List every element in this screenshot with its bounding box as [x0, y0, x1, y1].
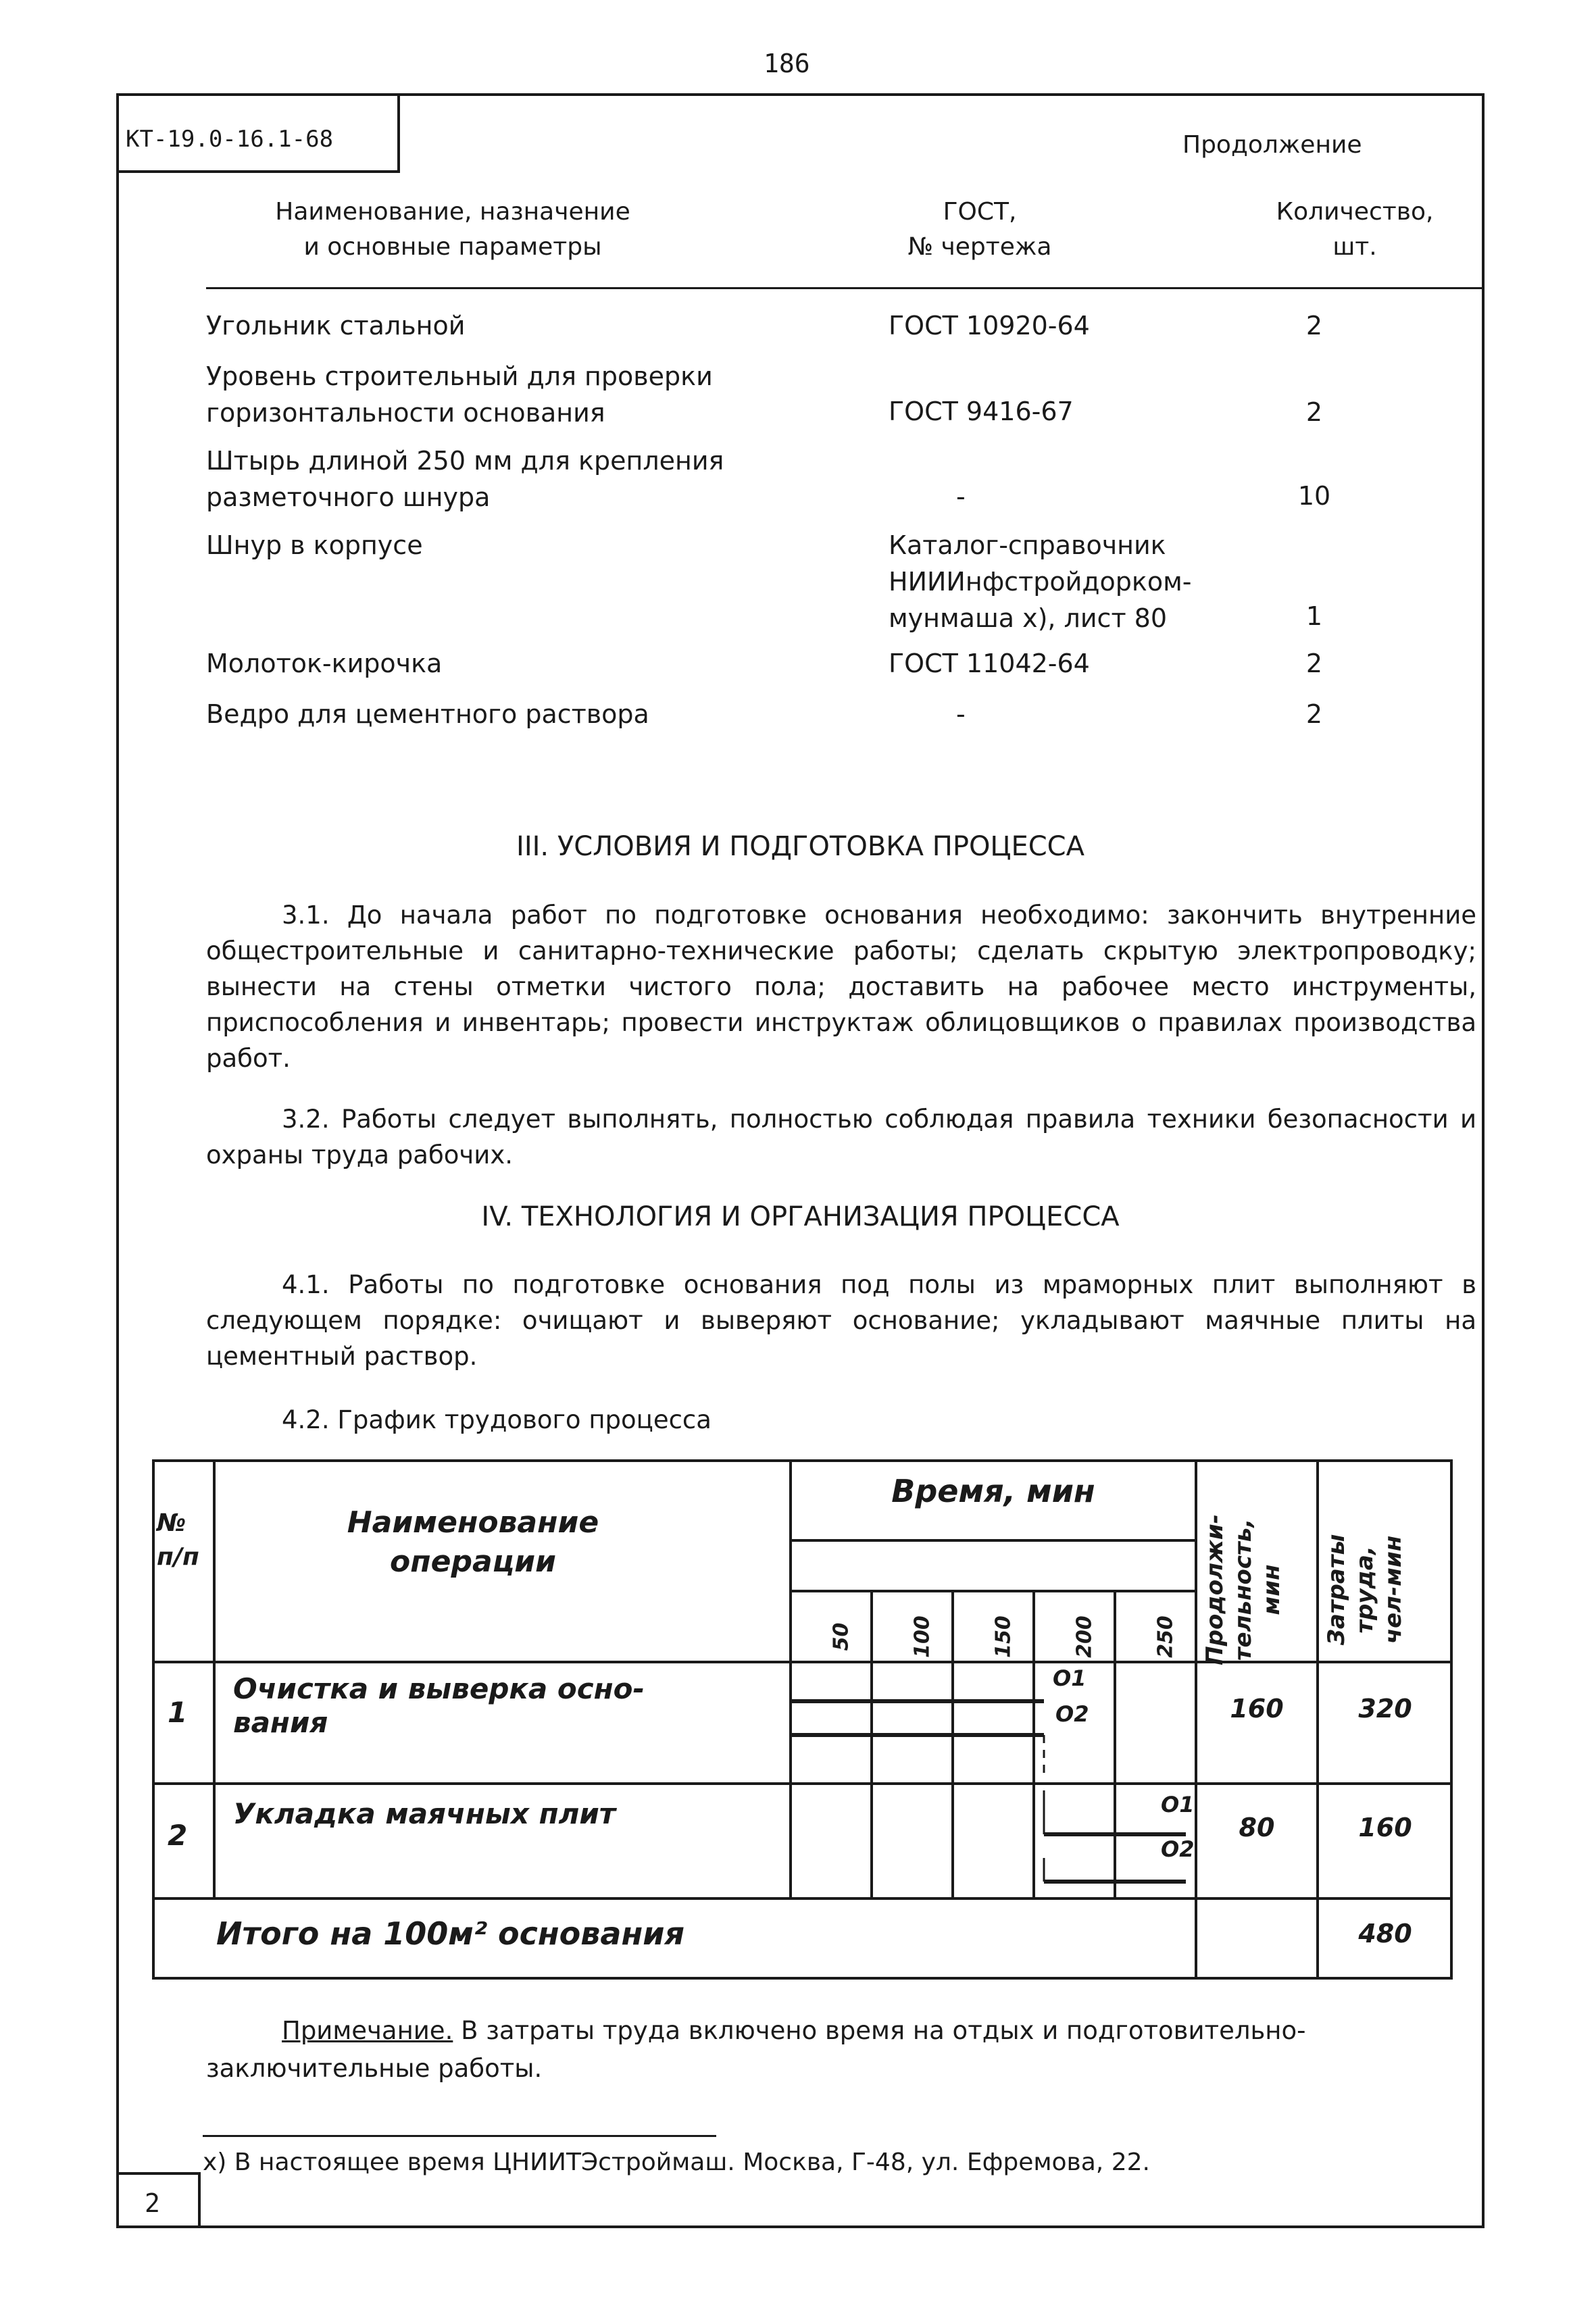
schedule-row-name: Очистка и выверка осно- вания	[233, 1672, 645, 1739]
time-tick: 50	[829, 1622, 853, 1651]
header-gost-column: ГОСТ, № чертежа	[907, 198, 1052, 261]
document-code: КТ-19.0-16.1-68	[116, 93, 400, 173]
schedule-row-labor: 160	[1358, 1813, 1412, 1842]
item-gost: ГОСТ 10920-64	[889, 311, 1090, 341]
item-qty: 2	[1305, 699, 1323, 729]
note	[206, 2012, 1476, 2088]
item-name: Уровень строительный для проверки горизонтальности основания	[206, 361, 713, 428]
item-gost: Каталог-справочник НИИИнфстройдорком- мунмаша x), лист 80	[889, 530, 1192, 633]
time-tick: 100	[910, 1615, 934, 1658]
page-number: 186	[764, 49, 810, 78]
schedule-row-duration: 80	[1239, 1813, 1275, 1842]
paragraph-3-1: 3.1. До начала работ по подготовке основания необходимо: закончить внутренние общестроительные и санитарно-технические работы; сделать скрытую электропроводку; вынести на стены отметки чистого пола; доставить на рабочее место инструменты, приспособления и инвентарь; провести инструктаж облицовщиков о правилах производства работ.	[206, 901, 1476, 1073]
section-4-title: IV. ТЕХНОЛОГИЯ И ОРГАНИЗАЦИЯ ПРОЦЕССА	[481, 1201, 1120, 1232]
bar-label: О1	[1161, 1792, 1195, 1817]
header-qty-column: Количество, шт.	[1276, 198, 1434, 261]
schedule-row-number: 2	[168, 1819, 188, 1852]
time-tick: 200	[1072, 1615, 1097, 1658]
item-gost: -	[956, 699, 966, 729]
section-3-title: III. УСЛОВИЯ И ПОДГОТОВКА ПРОЦЕССА	[516, 831, 1084, 862]
note-label: Примечание.	[282, 2016, 453, 2045]
item-qty: 2	[1305, 311, 1323, 341]
schedule-col-time: Время, мин	[891, 1473, 1095, 1509]
item-qty: 2	[1305, 649, 1323, 678]
footnote-rule	[203, 2135, 716, 2137]
bar-label: О2	[1055, 1701, 1089, 1727]
time-tick: 150	[991, 1615, 1016, 1658]
item-qty: 2	[1305, 397, 1323, 427]
schedule-col-name: Наименование операции	[347, 1505, 599, 1579]
corner-number: 2	[116, 2172, 201, 2228]
continuation-label: Продолжение	[1182, 131, 1362, 159]
item-name: Ведро для цементного раствора	[206, 699, 649, 729]
item-qty: 1	[1305, 601, 1323, 631]
schedule-col-labor: Затраты труда, чел-мин	[1323, 1534, 1407, 1646]
schedule-total-label: Итого на 100м² основания	[216, 1915, 684, 1952]
bar-label: О2	[1161, 1836, 1195, 1862]
header-name-column: Наименование, назначение и основные параметры	[275, 198, 630, 261]
item-name: Шнур в корпусе	[206, 530, 423, 560]
footnote: x) В настоящее время ЦНИИТЭстроймаш. Москва, Г-48, ул. Ефремова, 22.	[203, 2148, 1150, 2176]
schedule-col-duration: Продолжи- тельность, мин	[1201, 1514, 1285, 1665]
header-rule	[206, 287, 1483, 289]
item-name: Штырь длиной 250 мм для крепления разметочного шнура	[206, 446, 724, 512]
schedule-row-number: 1	[168, 1696, 188, 1729]
schedule-total-value: 480	[1358, 1919, 1412, 1948]
note-text: В затраты труда включено время на отдых и подготовительно-заключительные работы.	[206, 2016, 1306, 2083]
schedule-row-labor: 320	[1358, 1694, 1412, 1724]
bar-label: О1	[1053, 1665, 1087, 1691]
schedule-row-duration: 160	[1230, 1694, 1284, 1724]
item-gost: -	[956, 482, 966, 511]
item-gost: ГОСТ 11042-64	[889, 649, 1090, 678]
paragraph-4-2: 4.2. График трудового процесса	[282, 1405, 712, 1434]
schedule-row-name: Укладка маячных плит	[233, 1797, 616, 1830]
item-name: Угольник стальной	[206, 311, 466, 341]
paragraph-4-1: 4.1. Работы по подготовке основания под полы из мраморных плит выполняют в следующем порядке: очищают и выверяют основание; укладывают маячные плиты на цементный раствор.	[206, 1270, 1476, 1371]
schedule-col-number: № п/п	[157, 1509, 199, 1571]
item-name: Молоток-кирочка	[206, 649, 443, 678]
item-gost: ГОСТ 9416-67	[889, 397, 1074, 426]
time-tick: 250	[1153, 1615, 1178, 1658]
item-qty: 10	[1297, 481, 1331, 511]
paragraph-3-2: 3.2. Работы следует выполнять, полностью соблюдая правила техники безопасности и охраны труда рабочих.	[206, 1105, 1476, 1169]
